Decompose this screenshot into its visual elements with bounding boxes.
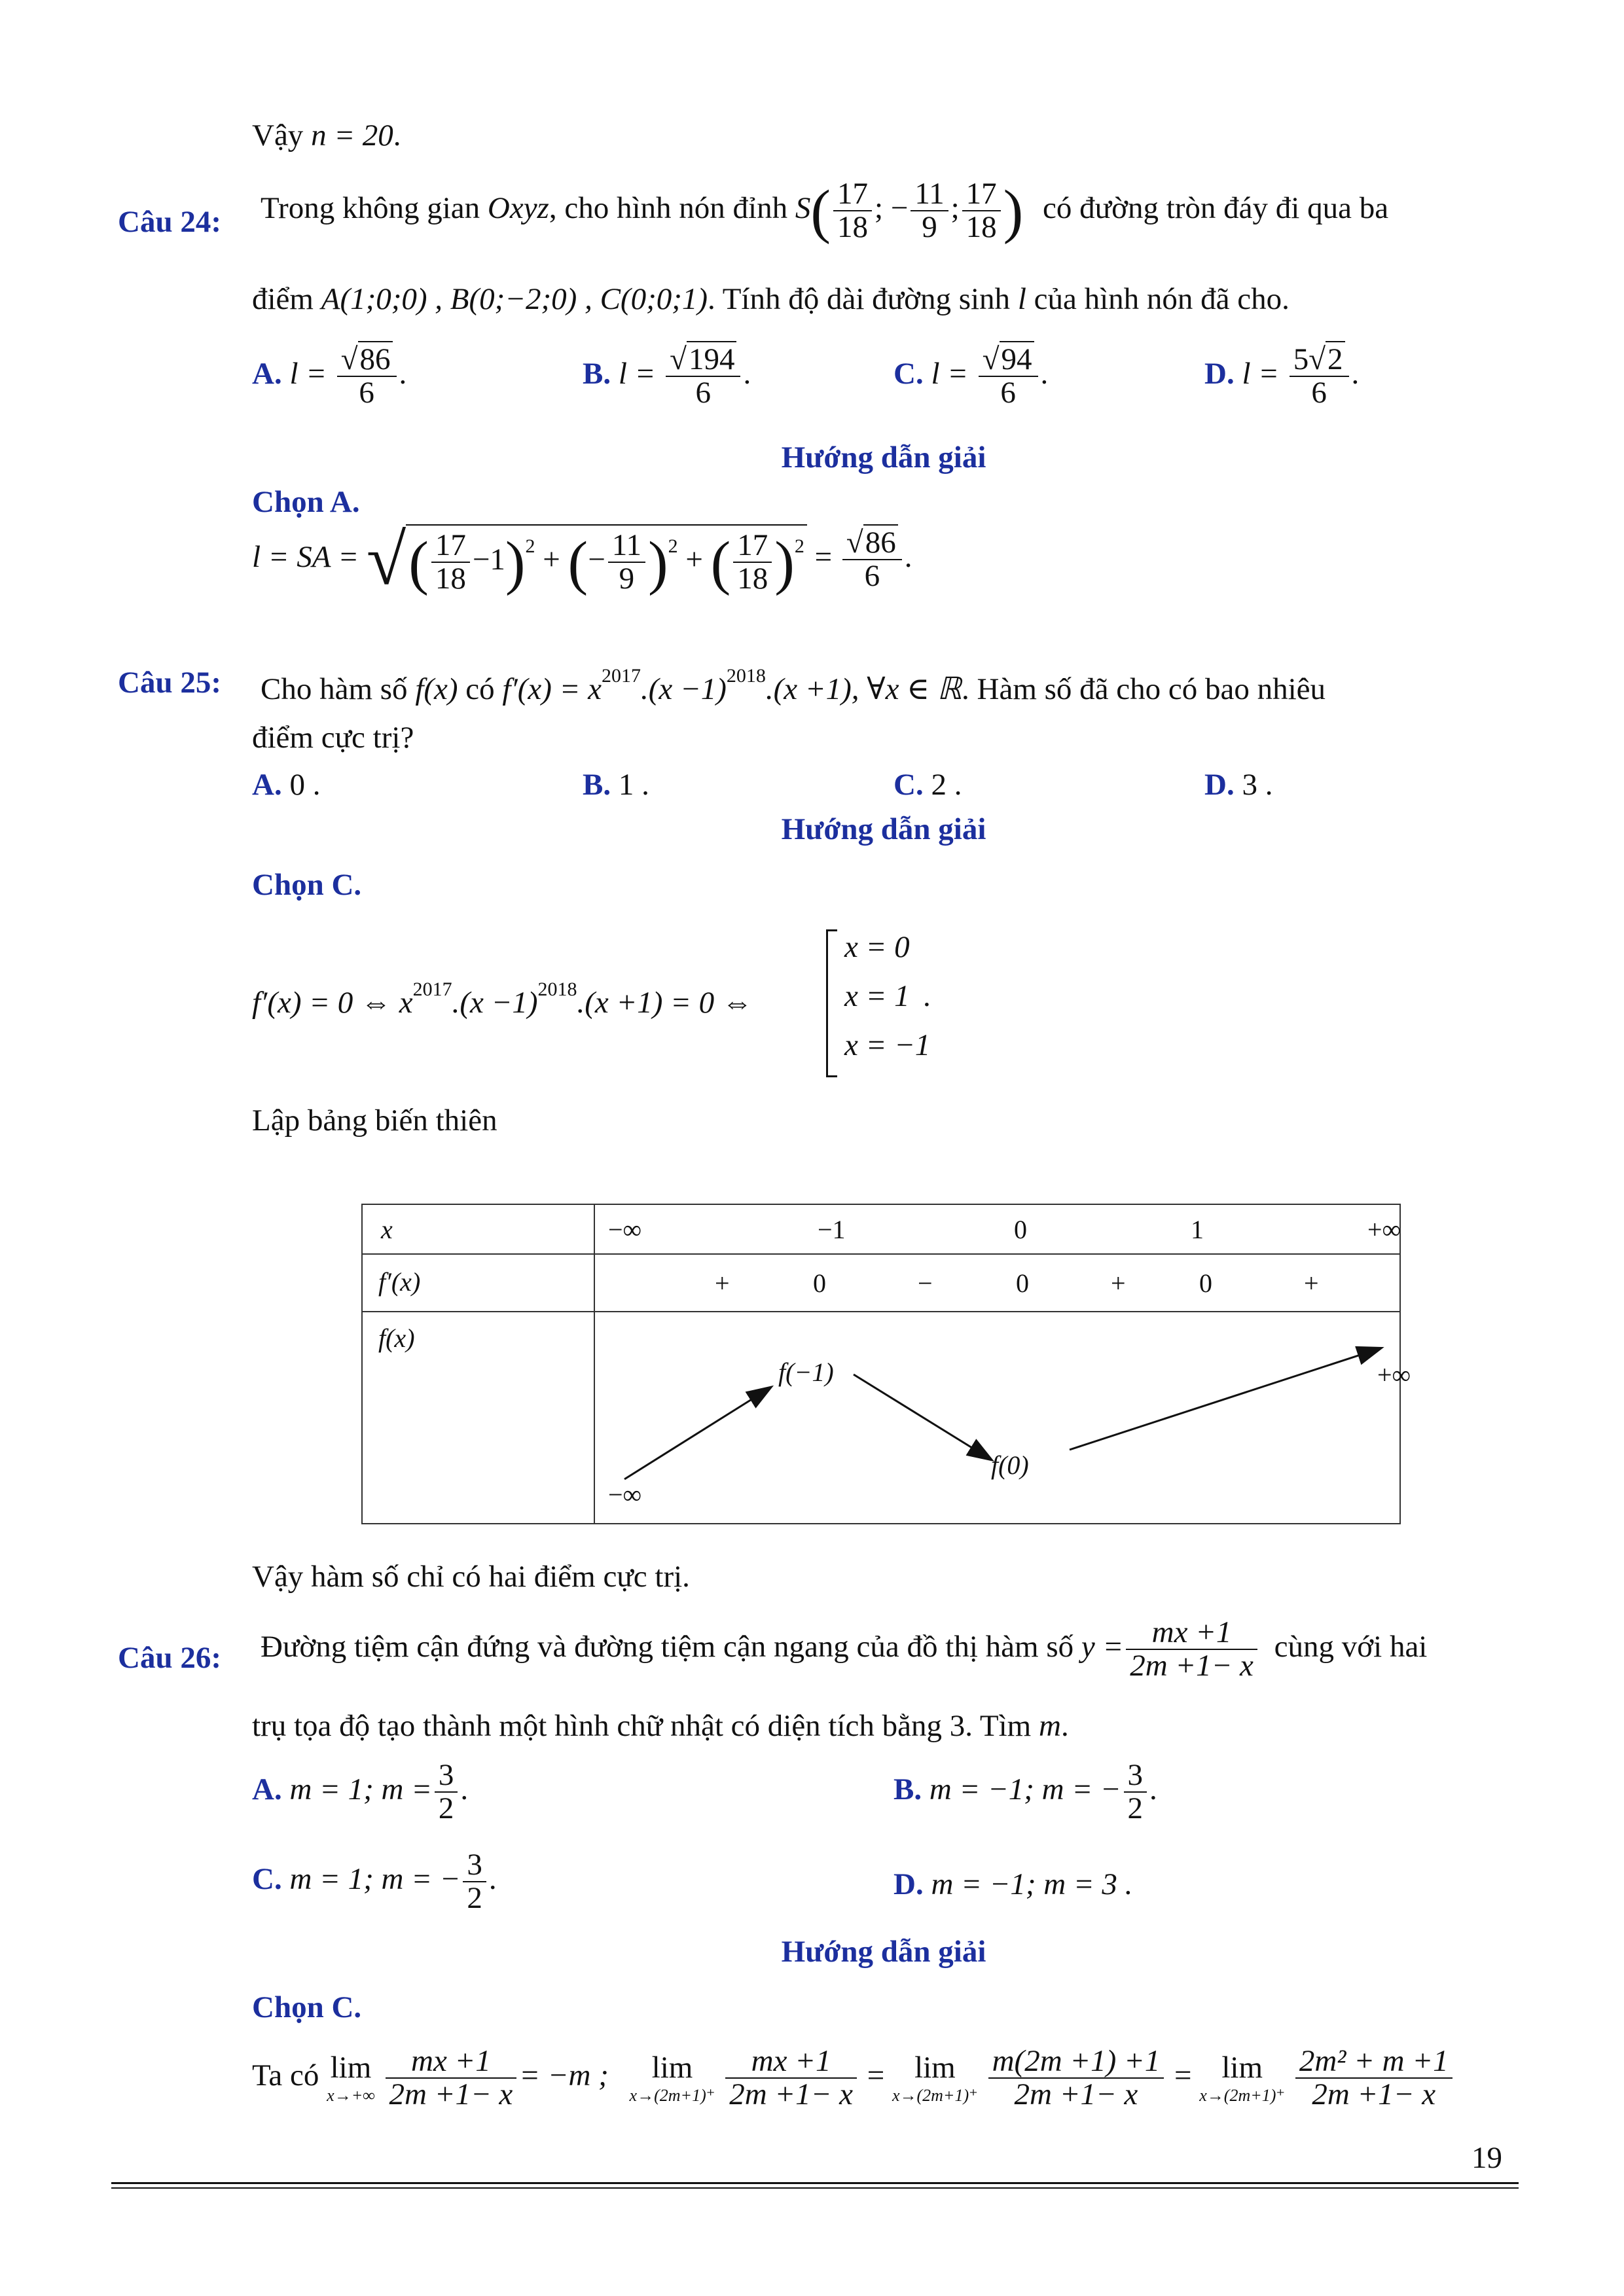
f-value-pos-inf: +∞: [1377, 1360, 1411, 1390]
q26-option-b[interactable]: B. m = −1; m = − $\frac{3}{2}$ .: [893, 1758, 1157, 1826]
f-value-max: f(−1): [778, 1357, 834, 1387]
root-2: x = 1: [844, 979, 910, 1013]
table-intro: Lập bảng biến thiên: [252, 1103, 497, 1138]
q25-option-c[interactable]: C. 2 .: [893, 768, 962, 802]
question-24-label: Câu 24:: [118, 205, 221, 239]
q26-option-c[interactable]: C. m = 1; m = − $\frac{3}{2}$ .: [252, 1848, 497, 1916]
question-26-label: Câu 26:: [118, 1641, 221, 1675]
root-1: x = 0: [844, 930, 910, 964]
previous-answer: Vậy n = 20.: [252, 118, 401, 152]
q25-guide-heading: Hướng dẫn giải: [781, 812, 986, 846]
q26-choice: Chọn C.: [252, 1990, 362, 2024]
table-row-fprime-signs: + 0 − 0 + 0 +: [594, 1254, 1400, 1312]
q26-limit-solution: Ta có lim x→+∞ $\frac{mx +1}{2m +1- x}$ = −m ; lim x→(2m+1)⁺ $\frac{mx +1}{2m +1- x}$ = lim x→(2m+1)⁺ $\frac{m(2m +1) +1}{2m +1- x}$ = lim x→(2m+1)⁺ $\frac{\text{2m² + m +1}}{2m +1- x}$: [252, 2045, 1455, 2111]
q25-derivative-equation: f′(x) = 0 ⇔ $x^{2017}.(x -1)^{2018}.(x +1) = 0$ ⇔: [252, 978, 753, 1020]
arrow-decrease: [854, 1374, 991, 1460]
question-26-stem-line2: trụ tọa độ tạo thành một hình chữ nhật có diện tích bằng 3. Tìm m.: [252, 1709, 1069, 1743]
question-24-stem-line2: điểm A(1;0;0) , B(0;−2;0) , C(0;0;1). Tính độ dài đường sinh l của hình nón đã cho.: [252, 282, 1290, 316]
q25-choice: Chọn C.: [252, 868, 362, 902]
q25-option-b[interactable]: B. 1 .: [583, 768, 649, 802]
table-row-fprime-header: f′(x): [362, 1254, 594, 1312]
q26-option-d[interactable]: D. m = −1; m = 3 .: [893, 1867, 1133, 1901]
q24-choice: Chọn A.: [252, 485, 360, 519]
variation-table: [361, 1204, 1411, 1524]
q24-option-b[interactable]: B. l = $\frac{√194}{6}$ .: [583, 342, 751, 410]
q26-guide-heading: Hướng dẫn giải: [781, 1935, 986, 1969]
page-number: 19: [1471, 2141, 1502, 2175]
arrow-increase-2: [1070, 1348, 1380, 1450]
q26-option-a[interactable]: A. m = 1; m = $\frac{3}{2}$ .: [252, 1758, 469, 1826]
table-row-f-variation: [594, 1312, 1411, 1524]
root-3: x = −1: [844, 1028, 931, 1062]
table-row-f-header: f(x): [362, 1312, 594, 1524]
question-25-label: Câu 25:: [118, 666, 221, 700]
f-value-neg-inf: −∞: [608, 1480, 642, 1509]
question-24-stem-line1: Trong không gian Oxyz, cho hình nón đỉnh S( $\frac{17}{18}$ ; − $\frac{11}{9}$ ; $\frac{17}{18}$ ) có đường tròn đáy đi qua ba: [261, 177, 1389, 245]
f-value-min: f(0): [991, 1450, 1029, 1480]
footer-rule-top: [111, 2182, 1519, 2184]
footer-rule-bottom: [111, 2187, 1519, 2189]
question-25-stem-line1: Cho hàm số f(x) có $f'(x) = x^{2017}.(x -1)^{2018}.(x +1)$, ∀x ∈ ℝ. Hàm số đã cho có bao nhiêu: [261, 665, 1326, 706]
variation-arrows: [595, 1312, 1420, 1524]
q24-option-c[interactable]: C. l = $\frac{√94}{6}$ .: [893, 342, 1049, 410]
q24-option-d[interactable]: D. l = $\frac{5√2}{6}$ .: [1204, 342, 1360, 410]
table-row-x-header: x: [362, 1204, 594, 1254]
question-26-stem-line1: Đường tiệm cận đứng và đường tiệm cận ngang của đồ thị hàm số y = $\frac{mx +1}{2m +1- x}$ cùng với hai: [261, 1615, 1428, 1683]
question-25-stem-line2: điểm cực trị?: [252, 721, 414, 755]
roots-end-dot: .: [923, 979, 931, 1013]
q25-option-a[interactable]: A. 0 .: [252, 768, 321, 802]
q25-option-d[interactable]: D. 3 .: [1204, 768, 1273, 802]
roots-bracket: [826, 929, 837, 1077]
q25-conclusion: Vậy hàm số chỉ có hai điểm cực trị.: [252, 1560, 690, 1594]
q24-option-a[interactable]: A. l = $\frac{√86}{6}$ .: [252, 342, 407, 410]
table-row-x-values: −∞ −1 0 1 +∞: [594, 1204, 1400, 1254]
q24-solution: l = SA = √( $\frac{17}{18}$ −1)$^2$ + (− $\frac{11}{9}$ )$^2$ + ( $\frac{17}{18}$ )$^2$ = $\frac{√86}{6}$ .: [252, 520, 912, 600]
q24-guide-heading: Hướng dẫn giải: [781, 440, 986, 475]
arrow-increase-1: [624, 1388, 770, 1479]
